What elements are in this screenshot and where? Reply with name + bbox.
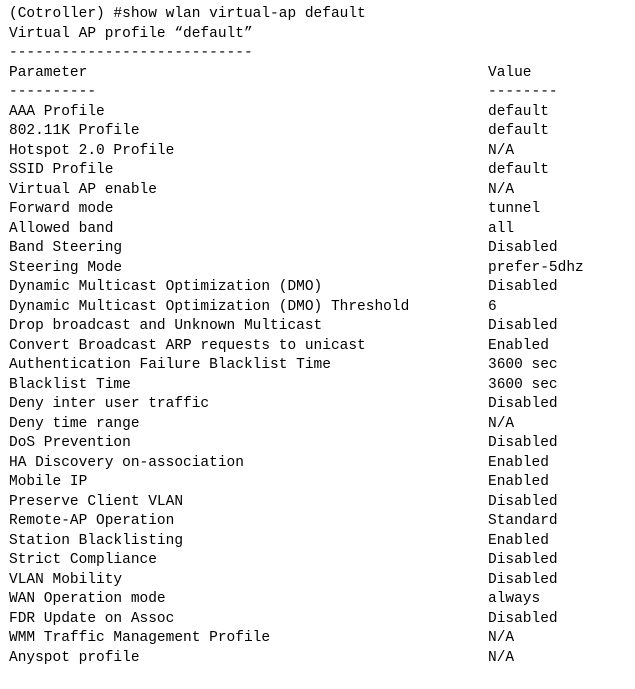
parameter-name: Convert Broadcast ARP requests to unicast — [9, 337, 366, 354]
parameter-column-rule: ---------- — [9, 84, 97, 100]
parameter-name: AAA Profile — [9, 103, 105, 120]
table-row — [9, 259, 635, 279]
parameter-name: Preserve Client VLAN — [9, 493, 184, 510]
table-row — [9, 356, 635, 376]
parameter-column-header: Parameter — [9, 64, 88, 81]
parameter-value: default — [488, 162, 549, 178]
parameter-value: Enabled — [488, 474, 549, 490]
table-row — [9, 532, 635, 552]
parameter-name: 802.11K Profile — [9, 123, 140, 139]
value-column-header: Value — [488, 64, 532, 81]
parameter-value: prefer-5dhz — [488, 259, 584, 276]
table-row — [9, 629, 635, 649]
parameter-name: SSID Profile — [9, 162, 114, 178]
parameter-value: Disabled — [488, 610, 558, 627]
parameter-value: all — [488, 220, 515, 237]
parameter-value: Standard — [488, 513, 558, 529]
parameter-value: always — [488, 591, 541, 607]
command-line: (Cotroller) #show wlan virtual-ap default — [9, 6, 366, 22]
parameter-name: Band Steering — [9, 240, 123, 256]
parameter-value: 6 — [488, 298, 497, 315]
parameter-value: Disabled — [488, 318, 558, 334]
parameter-value: N/A — [488, 649, 515, 666]
parameter-name: Blacklist Time — [9, 376, 131, 393]
table-row — [9, 395, 635, 415]
table-row — [9, 473, 635, 493]
parameter-name: Mobile IP — [9, 474, 88, 490]
table-row — [9, 278, 635, 298]
parameter-table — [9, 103, 635, 669]
table-row — [9, 571, 635, 591]
table-row — [9, 493, 635, 513]
parameter-name: Virtual AP enable — [9, 181, 157, 198]
table-row — [9, 551, 635, 571]
parameter-name: Dynamic Multicast Optimization (DMO) — [9, 279, 323, 295]
parameter-value: Disabled — [488, 240, 558, 256]
table-row — [9, 181, 635, 201]
parameter-value: tunnel — [488, 201, 541, 217]
parameter-value: Disabled — [488, 396, 558, 412]
table-row — [9, 220, 635, 240]
parameter-value: 3600 sec — [488, 376, 558, 393]
title-underline: ---------------------------- — [9, 45, 253, 61]
table-row — [9, 161, 635, 181]
parameter-value: N/A — [488, 630, 515, 646]
table-row — [9, 376, 635, 396]
parameter-name: WMM Traffic Management Profile — [9, 630, 271, 646]
table-row — [9, 590, 635, 610]
profile-title: Virtual AP profile “default” — [9, 25, 253, 42]
parameter-name: Anyspot profile — [9, 649, 140, 666]
parameter-value: Enabled — [488, 454, 549, 471]
table-header-rule — [9, 83, 635, 103]
parameter-value: Disabled — [488, 571, 558, 588]
table-row — [9, 142, 635, 162]
value-column-rule: -------- — [488, 84, 558, 100]
table-row — [9, 239, 635, 259]
table-row — [9, 415, 635, 435]
parameter-value: Disabled — [488, 493, 558, 510]
parameter-name: Remote-AP Operation — [9, 513, 175, 529]
parameter-name: Steering Mode — [9, 259, 123, 276]
parameter-name: Drop broadcast and Unknown Multicast — [9, 318, 323, 334]
table-row — [9, 434, 635, 454]
table-row — [9, 512, 635, 532]
parameter-name: Deny time range — [9, 415, 140, 432]
parameter-name: Forward mode — [9, 201, 114, 217]
table-row — [9, 103, 635, 123]
parameter-name: Strict Compliance — [9, 552, 157, 568]
parameter-name: WAN Operation mode — [9, 591, 166, 607]
table-row — [9, 649, 635, 669]
table-row — [9, 298, 635, 318]
parameter-value: N/A — [488, 181, 515, 198]
parameter-value: default — [488, 103, 549, 120]
parameter-name: Dynamic Multicast Optimization (DMO) Threshold — [9, 298, 410, 315]
parameter-name: Authentication Failure Blacklist Time — [9, 357, 331, 373]
parameter-name: Hotspot 2.0 Profile — [9, 142, 175, 159]
parameter-value: Enabled — [488, 532, 549, 549]
parameter-value: Disabled — [488, 552, 558, 568]
parameter-name: Station Blacklisting — [9, 532, 184, 549]
parameter-value: Disabled — [488, 435, 558, 451]
parameter-value: N/A — [488, 415, 515, 432]
parameter-value: 3600 sec — [488, 357, 558, 373]
parameter-value: Disabled — [488, 279, 558, 295]
table-row — [9, 122, 635, 142]
parameter-name: Allowed band — [9, 220, 114, 237]
parameter-name: HA Discovery on-association — [9, 454, 244, 471]
parameter-name: FDR Update on Assoc — [9, 610, 175, 627]
table-row — [9, 200, 635, 220]
table-header — [9, 64, 635, 84]
parameter-name: DoS Prevention — [9, 435, 131, 451]
parameter-value: Enabled — [488, 337, 549, 354]
table-row — [9, 454, 635, 474]
parameter-value: N/A — [488, 142, 515, 159]
parameter-name: Deny inter user traffic — [9, 396, 210, 412]
table-row — [9, 317, 635, 337]
table-row — [9, 337, 635, 357]
parameter-name: VLAN Mobility — [9, 571, 123, 588]
parameter-value: default — [488, 123, 549, 139]
table-row — [9, 610, 635, 630]
